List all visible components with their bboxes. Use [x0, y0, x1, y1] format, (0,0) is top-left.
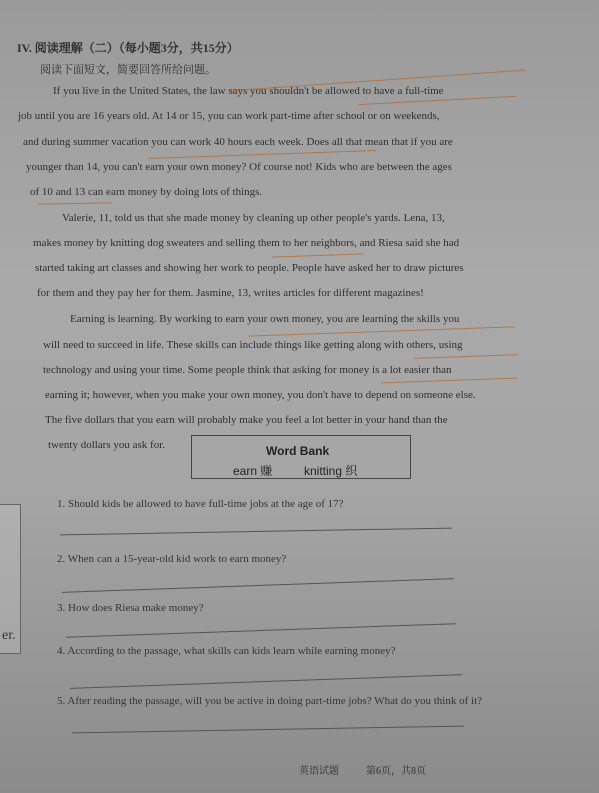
passage-line-6: Valerie, 11, told us that she made money by cleaning up other people's yards. Lena, 13,	[62, 212, 445, 224]
word-bank-box	[191, 435, 411, 479]
pen-underline	[148, 150, 376, 159]
passage-line-15: twenty dollars you ask for.	[48, 439, 166, 451]
passage-line-2: job until you are 16 years old. At 14 or 15, you can work part-time after school or on weekends,	[18, 110, 440, 122]
passage-line-12: technology and using your time. Some people think that asking for money is a lot easier than	[43, 364, 452, 376]
question-1: 1. Should kids be allowed to have full-time jobs at the age of 17?	[57, 498, 344, 510]
pen-underline	[381, 378, 517, 384]
passage-line-7: makes money by knitting dog sweaters and selling them to her neighbors, and Riesa said she had	[33, 237, 460, 249]
passage-line-3: and during summer vacation you can work 40 hours each week. Does all that mean that if you are	[23, 136, 453, 148]
passage-line-8: started taking art classes and showing her work to people. People have asked her to draw pictures	[35, 262, 464, 274]
word-bank-item-knitting: knitting 织	[304, 464, 358, 478]
passage-line-4: younger than 14, you can't earn your own money? Of course not! Kids who are between the ages	[26, 161, 452, 173]
word-bank-item-earn: earn 赚	[233, 464, 273, 478]
footer-page-number: 第6页，共8页	[366, 766, 426, 777]
footer-subject: 英语试题	[299, 766, 339, 777]
question-3: 3. How does Riesa make money?	[57, 602, 204, 614]
pen-underline	[38, 202, 112, 204]
passage-line-14: The five dollars that you earn will probably make you feel a lot better in your hand than the	[45, 414, 448, 426]
passage-line-5: of 10 and 13 can earn money by doing lots of things.	[30, 186, 263, 198]
passage-line-13: earning it; however, when you make your own money, you don't have to depend on someone else.	[45, 389, 476, 401]
answer-line-3[interactable]	[66, 623, 456, 638]
pen-underline	[414, 354, 518, 359]
left-margin-fragment: er.	[2, 628, 16, 643]
question-4: 4. According to the passage, what skills can kids learn while earning money?	[57, 645, 396, 657]
passage-line-9: for them and they pay her for them. Jasmine, 13, writes articles for different magazines!	[37, 287, 424, 299]
passage-line-1: If you live in the United States, the law says you shouldn't be allowed to have a full-time	[53, 85, 444, 97]
word-bank-title: Word Bank	[266, 444, 330, 458]
section-instruction: 阅读下面短文，简要回答所给问题。	[40, 64, 216, 76]
passage-line-10: Earning is learning. By working to earn your own money, you are learning the skills you	[70, 313, 460, 325]
section-title: IV. 阅读理解（二）（每小题3分，共15分）	[17, 41, 239, 55]
question-5: 5. After reading the passage, will you be active in doing part-time jobs? What do you think of it?	[57, 695, 483, 707]
pen-underline	[248, 326, 514, 336]
answer-line-5[interactable]	[72, 726, 464, 734]
pen-underline	[272, 253, 364, 257]
answer-line-2[interactable]	[62, 578, 454, 593]
question-2: 2. When can a 15-year-old kid work to earn money?	[57, 553, 287, 565]
pen-underline	[358, 96, 516, 105]
passage-line-11: will need to succeed in life. These skills can include things like getting along with others, using	[43, 339, 463, 351]
answer-line-1[interactable]	[60, 528, 452, 536]
answer-line-4[interactable]	[70, 674, 462, 689]
